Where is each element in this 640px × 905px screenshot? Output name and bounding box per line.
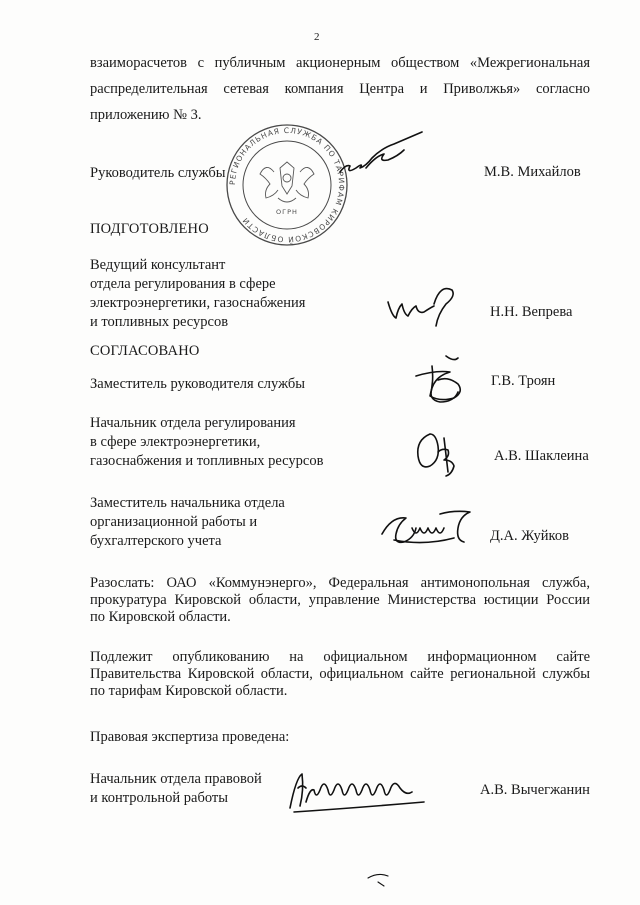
stamp-inner-text: ОГРН: [276, 208, 298, 216]
legal-signature-image: [284, 768, 444, 818]
legal-position-line-1: Начальник отдела правовой: [90, 771, 262, 787]
prepared-position-line-4: и топливных ресурсов: [90, 314, 229, 330]
legal-position-line-2: и контрольной работы: [90, 790, 228, 806]
publication-line-2: Правительства Кировской области, официальном сайте региональной службы: [90, 666, 590, 682]
intro-line-1: взаиморасчетов с публичным акционерным обществом «Межрегиональная: [90, 55, 590, 71]
agreed-3-position-line-1: Заместитель начальника отдела: [90, 495, 285, 511]
agreed-3-signature-image: [374, 504, 484, 554]
agreed-2-name: А.В. Шаклеина: [494, 448, 589, 464]
distribution-line-1: Разослать: ОАО «Коммунэнерго», Федеральная антимонопольная служба,: [90, 575, 590, 591]
agreed-3-position-line-2: организационной работы и: [90, 514, 258, 530]
prepared-position-line-1: Ведущий консультант: [90, 257, 226, 273]
distribution-line-2: прокуратура Кировской области, управление Министерства юстиции России: [90, 592, 590, 608]
legal-review-statement: Правовая экспертиза проведена:: [90, 729, 290, 745]
svg-text:РЕГИОНАЛЬНАЯ СЛУЖБА ПО ТАРИФАМ: [228, 126, 346, 244]
prepared-position-line-2: отдела регулирования в сфере: [90, 276, 276, 292]
distribution-line-3: по Кировской области.: [90, 609, 231, 625]
publication-line-1: Подлежит опубликованию на официальном информационном сайте: [90, 649, 590, 665]
head-signature-image: [336, 130, 456, 180]
publication-line-3: по тарифам Кировской области.: [90, 683, 288, 699]
agreed-2-position-line-2: в сфере электроэнергетики,: [90, 434, 261, 450]
prepared-position-line-3: электроэнергетики, газоснабжения: [90, 295, 306, 311]
agreed-heading: СОГЛАСОВАНО: [90, 343, 200, 359]
agreed-3-position-line-3: бухгалтерского учета: [90, 533, 222, 549]
legal-name: А.В. Вычегжанин: [480, 782, 590, 798]
agreed-2-position-line-1: Начальник отдела регулирования: [90, 415, 296, 431]
agreed-2-signature-image: [408, 424, 468, 484]
intro-line-2: распределительная сетевая компания Центра и Приволжья» согласно: [90, 81, 590, 97]
agreed-1-name: Г.В. Троян: [491, 373, 556, 389]
head-name: М.В. Михайлов: [484, 164, 581, 180]
stamp-outer-text: РЕГИОНАЛЬНАЯ СЛУЖБА ПО ТАРИФАМ КИРОВСКОЙ ОБЛАСТИ: [227, 125, 347, 245]
prepared-name: Н.Н. Вепрева: [490, 304, 573, 320]
page-number: 2: [314, 31, 320, 43]
footer-mark: [364, 868, 394, 888]
agreed-3-name: Д.А. Жуйков: [490, 528, 569, 544]
agreed-2-position-line-3: газоснабжения и топливных ресурсов: [90, 453, 324, 469]
official-stamp: [222, 120, 352, 250]
head-title: Руководитель службы: [90, 165, 226, 181]
prepared-heading: ПОДГОТОВЛЕНО: [90, 221, 209, 237]
intro-line-3: приложению № 3.: [90, 107, 202, 123]
prepared-signature-image: [382, 284, 472, 334]
agreed-1-signature-image: [406, 346, 486, 416]
agreed-1-position-line-1: Заместитель руководителя службы: [90, 376, 306, 392]
